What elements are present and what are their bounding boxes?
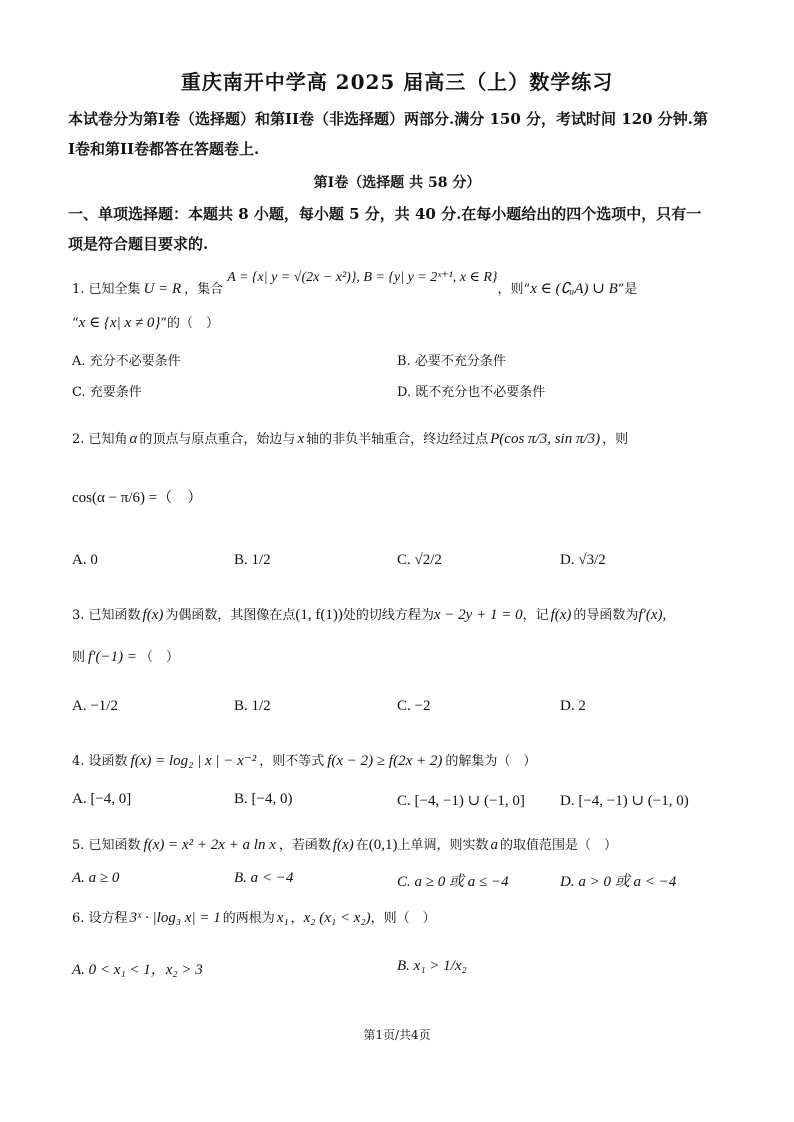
question-2-option-d: D. √3/2 (560, 552, 606, 568)
intro-text-line1: 本试卷分为第I卷（选择题）和第II卷（非选择题）两部分.满分 150 分，考试时间 120 分钟.第 (68, 110, 709, 128)
question-5-option-d: D. a > 0 或 a < −4 (560, 874, 677, 890)
section-heading-line1: 一、单项选择题：本题共 8 小题，每小题 5 分，共 40 分.在每小题给出的四个选项中，只有一 (68, 205, 702, 223)
question-2-stem: 2. 已知角 α 的顶点与原点重合，始边与 x 轴的非负半轴重合，终边经过点 P(cos π/3, sin π/3) ，则 (72, 431, 629, 447)
question-3-option-c: C. −2 (397, 698, 431, 714)
question-1-option-b: B. 必要不充分条件 (397, 354, 506, 369)
question-4-option-d: D. [−4, −1) ∪ (−1, 0) (560, 793, 689, 809)
question-3-stem-line2: 则 f′(−1) = （ ） (72, 649, 179, 665)
question-3-option-a: A. −1/2 (72, 698, 118, 714)
question-4-option-a: A. [−4, 0] (72, 791, 132, 807)
question-2-option-c: C. √2/2 (397, 552, 442, 568)
question-4-option-c: C. [−4, −1) ∪ (−1, 0] (397, 793, 525, 809)
question-5-option-b: B. a < −4 (234, 870, 294, 886)
intro-text-line2: I卷和第II卷都答在答题卷上. (68, 140, 260, 158)
question-1-option-d: D. 既不充分也不必要条件 (397, 385, 546, 400)
question-1-stem-line2: “x ∈ {x| x ≠ 0}”的（ ） (72, 315, 219, 331)
question-3-option-b: B. 1/2 (234, 698, 271, 714)
question-1-stem: 1. 已知全集 U = R ，集合A = {x| y = √(2x − x²)}, B = {y| y = 2ˣ⁺¹, x ∈ R}，则“x ∈ (∁ᵤA) ∪ B”是 (72, 270, 638, 297)
question-4-option-b: B. [−4, 0) (234, 791, 293, 807)
question-6-option-b: B. x₁ > 1/x₂ (397, 958, 467, 974)
question-3-stem: 3. 已知函数 f(x) 为偶函数，其图像在点(1, f(1))处的切线方程为x − 2y + 1 = 0，记 f(x) 的导函数为f′(x), (72, 607, 667, 623)
question-2-stem-line2: cos(α − π/6) =（ ） (72, 490, 203, 506)
question-3-option-d: D. 2 (560, 698, 586, 714)
question-2-option-a: A. 0 (72, 552, 98, 568)
question-5-option-c: C. a ≥ 0 或 a ≤ −4 (397, 874, 509, 890)
section-heading-line2: 项是符合题目要求的. (68, 235, 209, 253)
question-1-option-c: C. 充要条件 (72, 385, 142, 400)
question-2-option-b: B. 1/2 (234, 552, 271, 568)
question-6-stem: 6. 设方程 3ˣ · |log₃ x| = 1 的两根为 x₁ ，x₂ (x₁ < x₂)，则（ ） (72, 910, 436, 926)
part-title: 第I卷（选择题 共 58 分） (313, 175, 481, 191)
page-number: 第1页/共4页 (363, 1028, 431, 1042)
question-4-stem: 4. 设函数 f(x) = log₂ | x | − x⁻² ，则不等式 f(x − 2) ≥ f(2x + 2) 的解集为（ ） (72, 753, 537, 769)
page-title: 重庆南开中学高 2025 届高三（上）数学练习 (180, 70, 614, 94)
question-6-option-a: A. 0 < x₁ < 1，x₂ > 3 (72, 962, 203, 978)
question-1-option-a: A. 充分不必要条件 (72, 354, 181, 369)
question-5-option-a: A. a ≥ 0 (72, 870, 120, 886)
question-5-stem: 5. 已知函数 f(x) = x² + 2x + a ln x ，若函数 f(x) 在(0,1)上单调，则实数 a 的取值范围是（ ） (72, 837, 618, 853)
